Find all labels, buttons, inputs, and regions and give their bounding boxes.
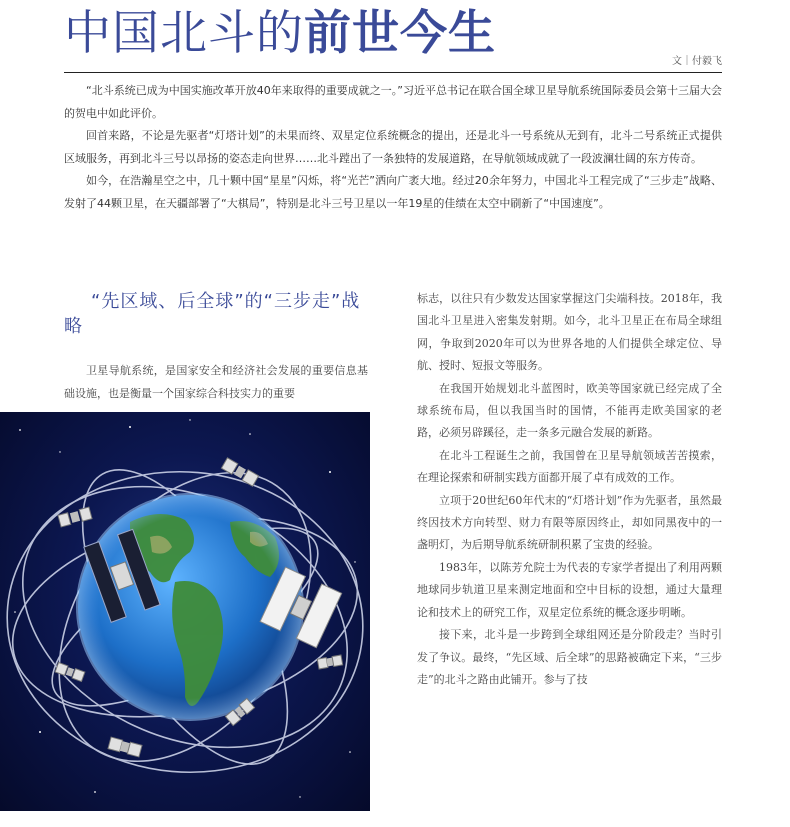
satellite [317, 655, 342, 669]
intro-paragraph: 回首来路，不论是先驱者“灯塔计划”的未果而终、双星定位系统概念的提出，还是北斗一号系统从无到有，北斗二号系统正式提供区域服务，再到北斗三号以昂扬的姿态走向世界……北斗蹚出了一条独特的发展道路，在导航领域成就了一段波澜壮阔的东方传奇。 [64, 129, 722, 165]
article-title-part-2: 前世今生 [304, 6, 496, 61]
body-paragraph: 标志，以往只有少数发达国家掌握这门尖端科技。2018年，我国北斗卫星进入密集发射期。如今，北斗卫星正在布局全球组网，争取到2020年可以为世界各地的人们提供全球定位、导航、授时、短报文等服务。 [417, 292, 722, 373]
satellite [221, 458, 258, 486]
earth-satellite-image [0, 412, 370, 811]
title-divider [64, 72, 722, 73]
article-title-part-1: 中国北斗的 [64, 6, 304, 61]
section-heading: “先区域、后全球”的“三步走”战略 [64, 291, 361, 337]
left-column [64, 360, 368, 405]
author-byline: 文｜付毅飞 [672, 56, 722, 67]
body-paragraph: 接下来，北斗是一步跨到全球组网还是分阶段走？当时引发了争议。最终，“先区域、后全球”的思路被确定下来，“三步走”的北斗之路由此铺开。参与了技 [417, 628, 722, 686]
intro-section [64, 80, 722, 215]
article-title [64, 4, 496, 64]
body-paragraph: 卫星导航系统，是国家安全和经济社会发展的重要信息基础设施，也是衡量一个国家综合科技实力的重要 [64, 364, 368, 400]
body-paragraph: 1983年，以陈芳允院士为代表的专家学者提出了利用两颗地球同步轨道卫星来测定地面和空中目标的设想，通过大量理论和技术上的研究工作，双星定位系统的概念逐步明晰。 [417, 560, 722, 619]
satellite [108, 737, 142, 757]
intro-paragraph: “北斗系统已成为中国实施改革开放40年来取得的重要成就之一。”习近平总书记在联合国全球卫星导航系统国际委员会第十三届大会的贺电中如此评价。 [64, 84, 722, 120]
body-paragraph: 立项于20世纪60年代末的“灯塔计划”作为先驱者，虽然最终因技术方向转型、财力有限等原因终止，却如同黑夜中的一盏明灯，为后期导航系统研制积累了宝贵的经验。 [417, 493, 722, 552]
right-column [417, 288, 722, 691]
earth-with-satellite-orbits-icon [0, 412, 370, 811]
body-paragraph: 在北斗工程诞生之前，我国曾在卫星导航领域苦苦摸索，在理论探索和研制实践方面都开展了卓有成效的工作。 [417, 448, 722, 485]
intro-paragraph: 如今，在浩瀚星空之中，几十颗中国“星星”闪烁，将“光芒”洒向广袤大地。经过20余年努力，中国北斗工程完成了“三步走”战略、发射了44颗卫星，在天疆部署了“大棋局”，特别是北斗三号卫星以一年19星的佳绩在太空中刷新了“中国速度”。 [64, 174, 722, 210]
body-paragraph: 在我国开始规划北斗蓝图时，欧美等国家就已经完成了全球系统布局，但以我国当时的国情，不能再走欧美国家的老路，必须另辟蹊径，走一条多元融合发展的新路。 [417, 381, 722, 440]
